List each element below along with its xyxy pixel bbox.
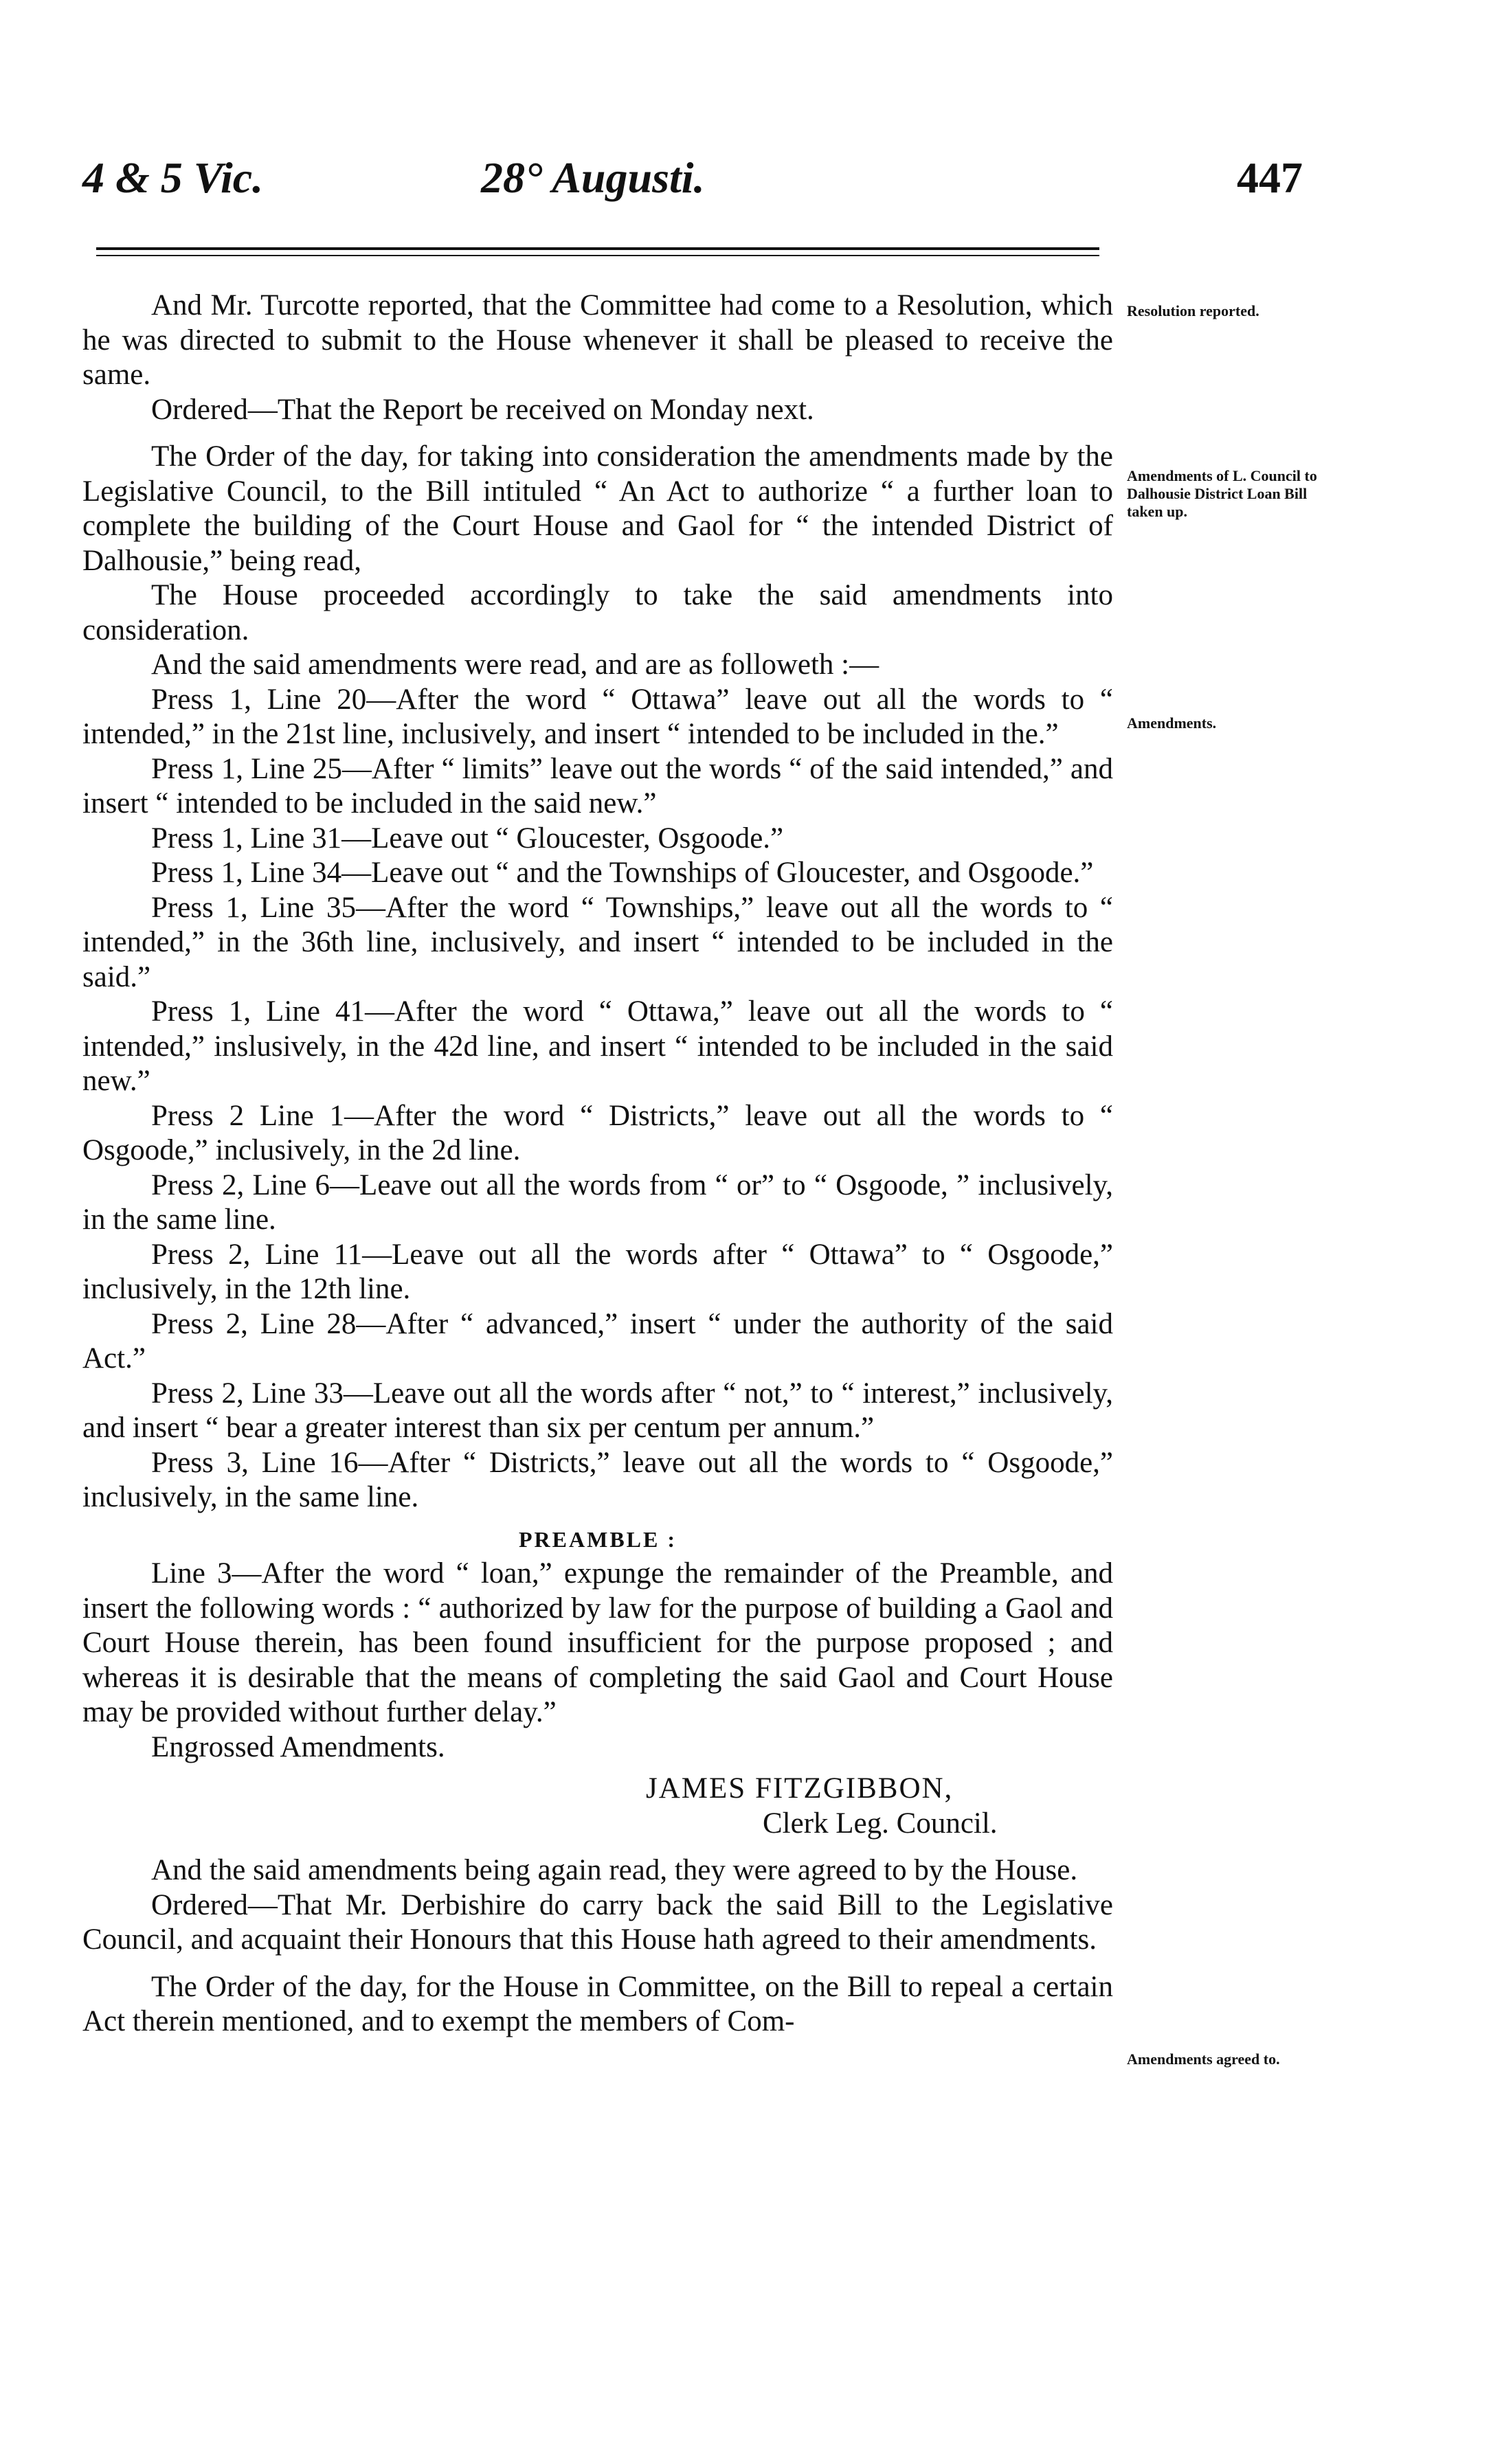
paragraph-resolution: And Mr. Turcotte reported, that the Committee had come to a Resolution, which he was directed to submit to the House whenever it shall be pleased to receive the same. <box>82 289 1113 391</box>
amendment-item: Press 2, Line 28—After “ advanced,” insert “ under the authority of the said Act.” <box>82 1307 1113 1375</box>
paragraph-order-committee: The Order of the day, for the House in Committee, on the Bill to repeal a certain Act therein mentioned, and to exempt the members of Com- <box>82 1970 1113 2037</box>
amendment-item: Press 1, Line 41—After the word “ Ottawa,” leave out all the words to “ intended,” inslusively, in the 42d line, and insert “ intended to be included in the said new.” <box>82 995 1113 1097</box>
paragraph-house-proceeded: The House proceeded accordingly to take the said amendments into consideration. <box>82 579 1113 646</box>
paragraph-order-of-day: The Order of the day, for taking into consideration the amendments made by the Legislative Council, to the Bill intituled “ An Act to authorize “ a further loan to complete the building of the Court House and Gaol for “ the intended District of Dalhousie,” being read, <box>82 440 1113 577</box>
marginal-note-amendments-agreed: Amendments agreed to. <box>1127 2050 1280 2068</box>
main-text <box>82 289 1113 2039</box>
marginal-note-amendments: Amendments. <box>1127 714 1217 732</box>
amendment-item: Press 1, Line 35—After the word “ Townships,” leave out all the words to “ intended,” in the 36th line, inclusively, and insert “ intended to be included in the said.” <box>82 891 1113 993</box>
amendment-item: Press 1, Line 31—Leave out “ Gloucester, Osgoode.” <box>151 822 784 855</box>
header-date: 28° Augusti. <box>481 153 705 202</box>
marginal-note-amendments-taken-up: Amendments of L. Council to Dalhousie District Loan Bill taken up. <box>1127 467 1317 520</box>
paragraph-ordered-report: Ordered—That the Report be received on Monday next. <box>151 393 814 426</box>
signature-title: Clerk Leg. Council. <box>763 1807 998 1840</box>
amendment-item: Press 1, Line 34—Leave out “ and the Townships of Gloucester, and Osgoode.” <box>151 857 1094 889</box>
signature-name: JAMES FITZGIBBON, <box>646 1772 954 1805</box>
header-regnal-year: 4 & 5 Vic. <box>82 153 264 202</box>
page-header <box>0 152 1491 214</box>
paragraph-ordered-derbishire: Ordered—That Mr. Derbishire do carry back the said Bill to the Legislative Council, and acquaint their Honours that this House hath agreed to their amendments. <box>82 1888 1113 1956</box>
amendment-item: Press 1, Line 20—After the word “ Ottawa” leave out all the words to “ intended,” in the 21st line, inclusively, and insert “ intended to be included in the.” <box>82 683 1113 750</box>
page-number: 447 <box>1237 153 1303 202</box>
paragraph-amendments-agreed: And the said amendments being again read, they were agreed to by the House. <box>151 1854 1078 1886</box>
amendment-item: Press 2, Line 11—Leave out all the words after “ Ottawa” to “ Osgoode,” inclusively, in the 12th line. <box>82 1238 1113 1305</box>
engrossed-amendments: Engrossed Amendments. <box>151 1730 445 1763</box>
amendment-item: Press 3, Line 16—After “ Districts,” leave out all the words to “ Osgoode,” inclusively, in the same line. <box>82 1446 1113 1513</box>
header-rule-thin <box>96 255 1099 256</box>
marginal-note-resolution: Resolution reported. <box>1127 302 1259 319</box>
preamble-amendment: Line 3—After the word “ loan,” expunge the remainder of the Preamble, and insert the following words : “ authorized by law for the purpose of building a Gaol and Court House therein, has been found insufficient for the purpose proposed ; and whereas it is desirable that the means of completing the said Gaol and Court House may be provided without further delay.” <box>82 1557 1113 1728</box>
amendment-item: Press 2 Line 1—After the word “ Districts,” leave out all the words to “ Osgoode,” inclusively, in the 2d line. <box>82 1099 1113 1166</box>
header-rule <box>96 247 1099 250</box>
paragraph-amendments-read: And the said amendments were read, and are as followeth :— <box>151 648 879 681</box>
amendment-item: Press 2, Line 33—Leave out all the words after “ not,” to “ interest,” inclusively, and insert “ bear a greater interest than six per centum per annum.” <box>82 1377 1113 1444</box>
amendment-item: Press 2, Line 6—Leave out all the words from “ or” to “ Osgoode, ” inclusively, in the same line. <box>82 1168 1113 1236</box>
preamble-heading: PREAMBLE : <box>519 1526 677 1552</box>
amendment-item: Press 1, Line 25—After “ limits” leave out the words “ of the said intended,” and insert “ intended to be included in the said new.” <box>82 752 1113 820</box>
